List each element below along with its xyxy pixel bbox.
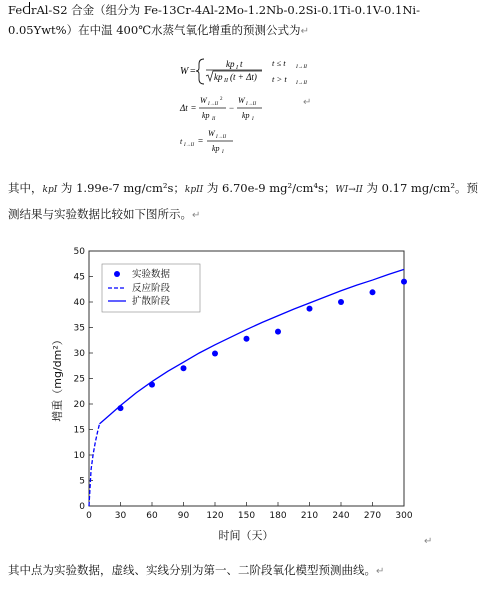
case1-cond-sub: I→II: [296, 64, 307, 70]
legend-label-0: 实验数据: [132, 269, 171, 280]
case1-t: t: [240, 59, 243, 69]
paragraph-mark-icon: ↵: [300, 26, 309, 37]
y-tick-label-0: 0: [79, 502, 85, 512]
oxidation-formula: [178, 58, 338, 158]
case2-cond: t > t: [272, 74, 287, 84]
t-trans-eq: =: [198, 136, 204, 146]
y-tick-label-2: 10: [73, 451, 85, 461]
x-tick-label-3: 90: [177, 511, 190, 521]
y-tick-label-10: 50: [73, 247, 85, 257]
delta-num2-w: W: [238, 96, 245, 105]
weight-gain-chart: [40, 246, 420, 554]
t-den-sub: I: [222, 150, 224, 155]
delta-num-sq: 2: [220, 97, 223, 102]
delta-den2-sub: I: [252, 117, 254, 122]
chart-legend: [102, 264, 200, 312]
w-symbol: WI→II: [335, 185, 363, 195]
t-trans: t: [180, 137, 183, 146]
w-value: 为 0.17 mg/cm²。预: [362, 181, 479, 195]
y-tick-label-4: 20: [73, 400, 85, 410]
case1-cond: t ≤ t: [272, 58, 286, 68]
case2-sub: II: [224, 78, 228, 84]
x-tick-label-4: 120: [206, 511, 224, 521]
x-tick-label-2: 60: [146, 511, 158, 521]
delta-den2-kp: kp: [242, 111, 250, 120]
delta-minus: −: [229, 103, 235, 113]
formula-eq: =: [190, 66, 196, 77]
x-tick-label-9: 270: [363, 511, 382, 521]
kpii-value: 为 6.70e-9 mg²/cm⁴s；: [203, 181, 336, 195]
t-den-kp: kp: [212, 144, 220, 153]
params-line-2-text: 测结果与实验数据比较如下图所示。: [8, 207, 192, 221]
data-point-5: [275, 329, 281, 335]
alloy-name: FeCrAl-S2: [8, 3, 68, 17]
case1-kp: kp: [226, 59, 235, 69]
chart-paragraph-mark-icon: ↵: [424, 536, 433, 547]
formula-paragraph-mark-icon: ↵: [303, 97, 312, 108]
formula-w: W: [180, 66, 189, 77]
y-tick-label-7: 35: [73, 323, 85, 334]
data-point-6: [307, 306, 313, 312]
case1-sub: I: [236, 65, 238, 71]
params-line-2: [8, 204, 200, 226]
x-tick-label-8: 240: [332, 511, 350, 521]
case2-paren: (t + Δt): [230, 72, 257, 82]
data-point-9: [401, 279, 407, 285]
footer-caption: 其中点为实验数据，虚线、实线分别为第一、二阶段氧化模型预测曲线。: [8, 563, 376, 577]
data-point-8: [370, 289, 376, 295]
params-line-1: [8, 178, 478, 200]
y-tick-label-5: 25: [73, 374, 85, 385]
paragraph-mark-icon: ↵: [192, 210, 201, 221]
kpi-symbol: kpI: [42, 185, 58, 195]
intro-line-2: [8, 20, 309, 42]
case2-cond-sub: I→II: [296, 80, 307, 86]
data-point-3: [212, 351, 218, 357]
delta-eq: =: [191, 103, 197, 113]
intro-line-1-text: 合金（组分为 Fe-13Cr-4Al-2Mo-1.2Nb-0.2Si-0.1Ti-0.1V-0.1Ni-: [67, 3, 420, 17]
y-tick-label-1: 5: [79, 476, 85, 487]
paragraph-mark-icon: ↵: [376, 566, 385, 577]
x-tick-label-6: 180: [269, 511, 287, 521]
t-trans-sub: I→II: [184, 143, 194, 148]
case2-kp: kp: [214, 72, 223, 82]
legend-label-2: 扩散阶段: [132, 296, 171, 307]
y-tick-label-9: 45: [73, 272, 85, 283]
data-point-7: [338, 299, 344, 305]
delta-den-kp: kp: [202, 111, 210, 120]
delta-num2-sub: I→II: [246, 102, 256, 107]
params-prefix: 其中，: [8, 181, 43, 195]
delta-num-w: W: [200, 96, 207, 105]
delta-t: Δt: [180, 103, 188, 113]
x-tick-label-5: 150: [237, 511, 256, 521]
legend-marker-points: [114, 271, 120, 277]
delta-den-sub: II: [212, 117, 216, 122]
y-tick-label-8: 40: [73, 298, 85, 308]
data-point-2: [181, 365, 187, 371]
x-tick-label-0: 0: [86, 511, 92, 521]
intro-line-2-text: 0.05Ywt%）在中温 400℃水蒸气氧化增重的预测公式为: [8, 23, 301, 37]
data-point-4: [244, 336, 250, 342]
x-tick-label-7: 210: [300, 511, 319, 521]
y-tick-label-6: 30: [73, 349, 85, 359]
y-axis-label: 增重（mg/dm²）: [51, 334, 64, 422]
t-num-sub: I→II: [216, 135, 226, 140]
y-tick-label-3: 15: [73, 425, 85, 436]
delta-num-sub: I→II: [208, 102, 218, 107]
x-tick-label-10: 300: [395, 511, 413, 521]
footer-caption-line: [8, 560, 384, 582]
legend-label-1: 反应阶段: [132, 283, 171, 294]
kpi-value: 为 1.99e-7 mg/cm²s；: [57, 181, 185, 195]
intro-line-1: [8, 0, 420, 20]
kpii-symbol: kpII: [184, 185, 204, 195]
t-num-w: W: [208, 129, 215, 138]
x-axis-label: 时间（天）: [218, 529, 274, 542]
x-tick-label-1: 30: [114, 511, 127, 521]
